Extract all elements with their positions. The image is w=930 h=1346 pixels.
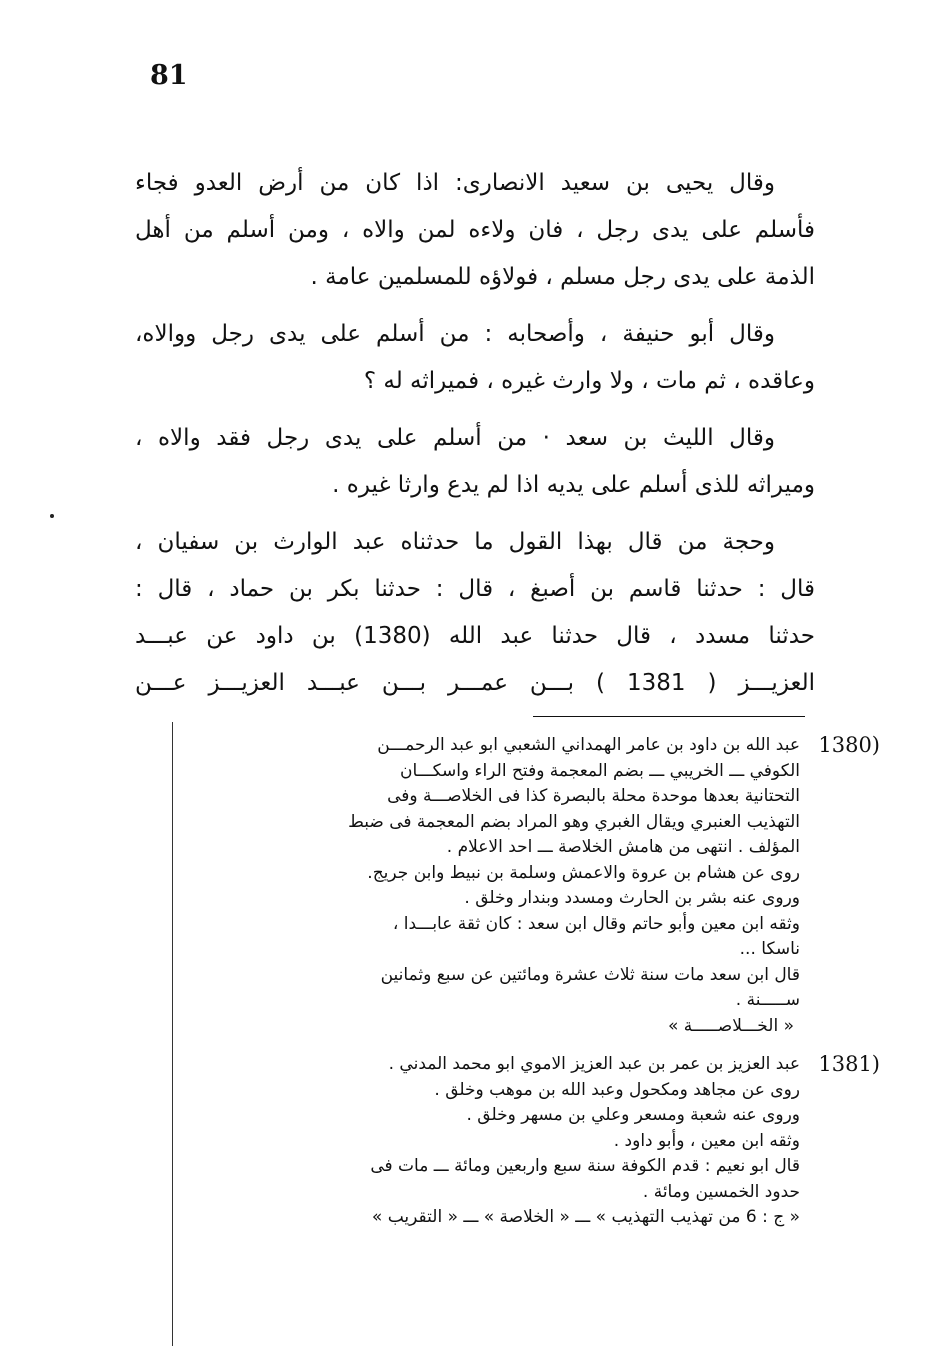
footnote-source: « الخـــلاصـــــة »	[667, 1015, 794, 1036]
footnote-line: وروى عنه شعبة ومسعر وعلي بن مسهر وخلق .	[466, 1105, 800, 1125]
footnote-line: روى عن مجاهد ومكحول وعبد الله بن موهب وخلق .	[434, 1079, 800, 1100]
footnote-1381	[135, 1052, 880, 1231]
text-line: وقال الليث بن سعد · من أسلم على يدى رجل فقد والاه ،	[135, 425, 775, 451]
text-line: العزيـــز ( 1381 ) بـــن عمـــر بـــن عبـــد العزيـــز عـــن	[135, 670, 815, 696]
footnote-line: وثقه ابن معين ، وأبو داود .	[613, 1130, 800, 1151]
text-line: وعاقده ، ثم مات ، ولا وارث غيره ، فميراثه له ؟	[363, 368, 815, 394]
text-line: فأسلم على يدى رجل ، فان ولاءه لمن والاه ، ومن أسلم من أهل	[135, 217, 815, 243]
footnote-line: وثقه ابن معين وأبو حاتم وقال ابن سعد : كان ثقة عابـــدا ،	[392, 913, 800, 934]
footnote-line: ســـــنة .	[735, 990, 800, 1010]
text-line: حدثنا مسدد ، قال حدثنا عبد الله (1380) بن داود عن عبـــد	[135, 623, 815, 649]
text-line: الذمة على يدى رجل مسلم ، فولاؤه للمسلمين عامة .	[310, 264, 815, 290]
scan-margin-line	[172, 722, 173, 1346]
footnote-divider	[533, 716, 805, 717]
footnote-number: 1381)	[818, 1052, 880, 1076]
footnote-line: عبد الله بن داود بن عامر الهمداني الشعبي ابو عبد الرحمـــن	[377, 735, 800, 755]
footnote-line: التحتانية بعدها موحدة محلة بالبصرة كذا فى الخلاصـــة وفى	[387, 786, 800, 806]
footnote-line: وروى عنه بشر بن الحارث ومسدد وبندار وخلق .	[464, 888, 800, 908]
footnote-line: روى عن هشام بن عروة والاعمش وسلمة بن نبيط وابن جريج.	[367, 862, 800, 883]
footnote-line: التهذيب العنبري ويقال الغبري وهو المراد بضم المعجمة فى ضبط	[348, 811, 800, 832]
footnote-line: قال ابن سعد مات سنة ثلاث عشرة ومائتين عن سبع وثمانين	[380, 964, 800, 985]
footnote-source: « ج : 6 من تهذيب التهذيب » ـــ « الخلاصة » ـــ « التقريب »	[371, 1207, 800, 1227]
paragraph	[135, 519, 815, 707]
text-line: وقال يحيى بن سعيد الانصارى: اذا كان من أرض العدو فجاء	[135, 170, 775, 196]
footnote-line: المؤلف . انتهى من هامش الخلاصة ـــ احد الاعلام .	[446, 837, 800, 857]
text-line: قال : حدثنا قاسم بن أصبغ ، قال : حدثنا بكر بن حماد ، قال :	[135, 576, 815, 602]
footnote-line: حدود الخمسين ومائة .	[642, 1181, 800, 1202]
footnote-line: قال ابو نعيم : قدم الكوفة سنة سبع واربعين ومائة ـــ مات فى	[370, 1156, 800, 1176]
footnote-line: الكوفي ـــ الخريبي ـــ بضم المعجمة وفتح الراء واسكـــان	[399, 760, 800, 781]
footnote-line: ناسكا ...	[739, 939, 800, 959]
footnote-number: 1380)	[818, 733, 880, 757]
main-text	[135, 160, 815, 717]
paragraph	[135, 311, 815, 405]
text-line: وحجة من قال بهذا القول ما حدثناه عبد الوارث بن سفيان ،	[135, 529, 775, 555]
page-number: 81	[150, 60, 188, 91]
paragraph	[135, 160, 815, 301]
footnote-line: عبد العزيز بن عمر بن عبد العزيز الاموي ابو محمد المدني .	[388, 1054, 800, 1074]
text-line: وقال أبو حنيفة ، وأصحابه : من أسلم على يدى رجل ووالاه،	[135, 321, 775, 347]
scan-speck	[50, 514, 54, 518]
text-line: وميراثه للذى أسلم على يديه اذا لم يدع وارثا غيره .	[332, 472, 815, 498]
footnote-1380	[135, 733, 880, 1039]
paragraph	[135, 415, 815, 509]
